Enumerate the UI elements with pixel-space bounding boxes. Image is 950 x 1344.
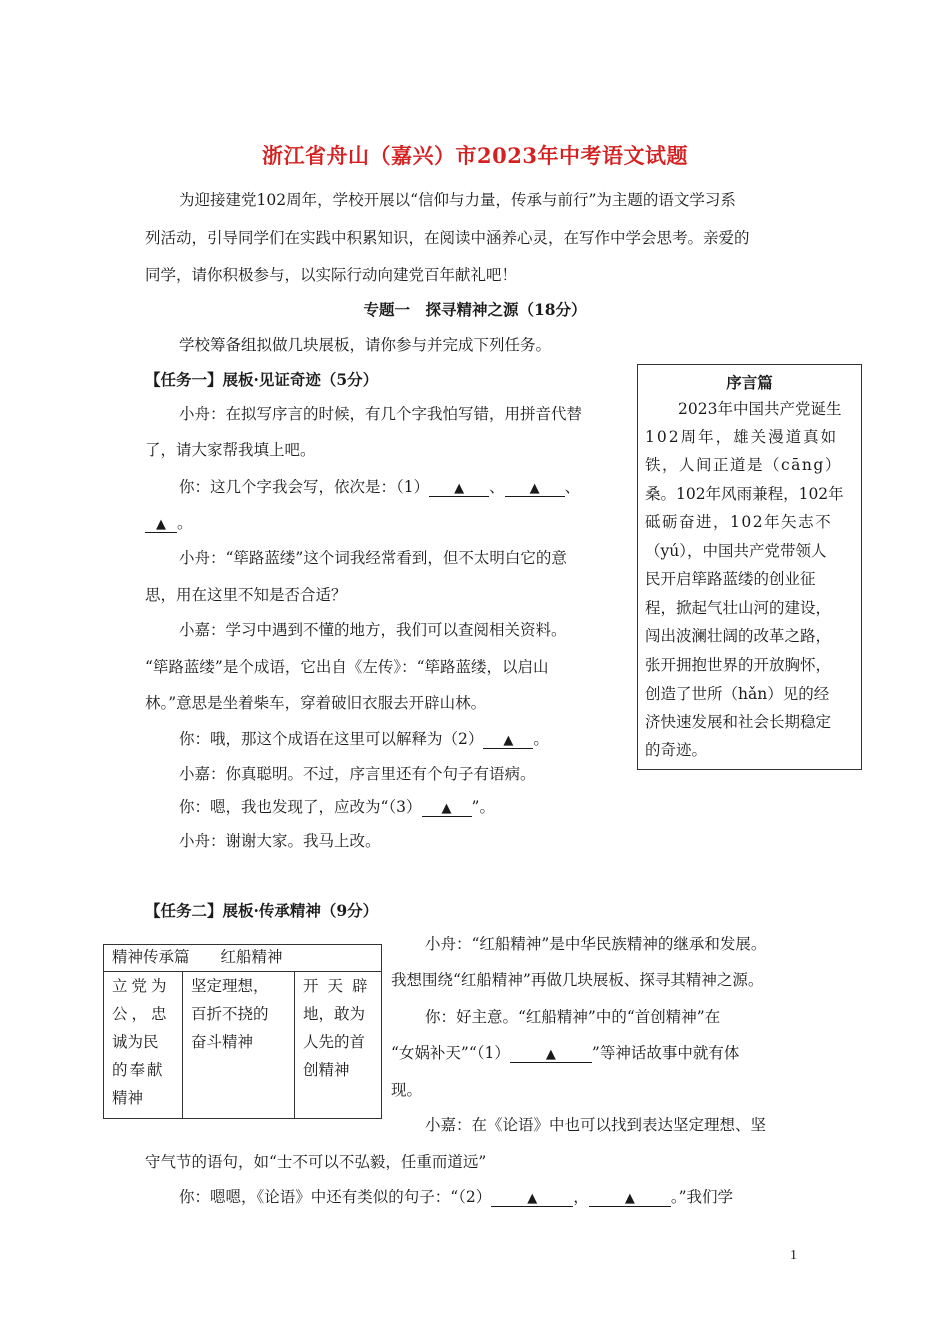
task2-dialogue-3: 你：好主意。“红船精神”中的“首创精神”在 (425, 1008, 721, 1026)
task1-dialogue-5 (179, 729, 549, 749)
task1-d2-prefix: 你：这几个字我会写，依次是：（1） (179, 478, 430, 496)
task1-sep-1: 、 (489, 478, 505, 496)
intro-line-1: 为迎接建党102周年，学校开展以“信仰与力量，传承与前行”为主题的语文学习系 (179, 191, 736, 209)
task1-d5-prefix: 你：哦，那这个成语在这里可以解释为（2） (179, 730, 484, 748)
triangle-icon: ▲ (527, 1191, 538, 1206)
task1-dialogue-4c: 林。”意思是坐着柴车，穿着破旧衣服去开辟山林。 (145, 694, 487, 712)
task2-dialogue-6: 小嘉：在《论语》中也可以找到表达坚定理想、坚 (425, 1116, 767, 1134)
answer-blank-1-2[interactable] (505, 479, 565, 497)
answer-blank-2-1[interactable] (510, 1045, 592, 1063)
spirit-cell-2 (183, 972, 295, 1119)
page-title: 浙江省舟山（嘉兴）市2023年中考语文试题 (262, 143, 688, 168)
spirit-cell-1 (104, 972, 183, 1119)
task1-d7-prefix: 你：嗯，我也发现了，应改为“（3） (179, 798, 422, 816)
preface-line: 2023年中国共产党诞生 (678, 400, 842, 418)
cell-text: 人先的首 (303, 1033, 366, 1051)
triangle-icon: ▲ (624, 1191, 635, 1206)
task2-dialogue-4 (391, 1043, 739, 1063)
answer-blank-2-3[interactable] (589, 1189, 671, 1207)
task1-dialogue-1a: 小舟：在拟写序言的时候，有几个字我怕写错，用拼音代替 (179, 405, 583, 423)
task1-dialogue-2b (145, 513, 193, 533)
task1-dialogue-6: 小嘉：你真聪明。不过，序言里还有个句子有语病。 (179, 765, 536, 783)
preface-line: 济快速发展和社会长期稳定 (645, 713, 832, 731)
triangle-icon: ▲ (529, 481, 540, 496)
cell-text: 开天辟 (303, 977, 377, 995)
preface-line: 102周年，雄关漫道真如 (645, 428, 839, 446)
answer-blank-1-4[interactable] (483, 731, 533, 749)
task2-r8-suffix: 。”我们学 (670, 1188, 733, 1206)
spirit-cell-3 (295, 972, 382, 1119)
preface-line: 铁，人间正道是（cāng） (645, 456, 842, 474)
task2-dialogue-2: 我想围绕“红船精神”再做几块展板、探寻其精神之源。 (391, 971, 764, 989)
spirit-table (103, 944, 382, 1119)
preface-box (637, 364, 862, 770)
triangle-icon: ▲ (503, 733, 514, 748)
cell-text: 坚定理想， (191, 977, 269, 995)
preface-line: 创造了世所（hǎn）见的经 (645, 685, 830, 703)
answer-blank-1-5[interactable] (422, 799, 472, 817)
task1-dialogue-4a: 小嘉：学习中遇到不懂的地方，我们可以查阅相关资料。 (179, 621, 567, 639)
task1-d5-suffix: 。 (533, 730, 549, 748)
preface-line: 闯出波澜壮阔的改革之路， (645, 627, 832, 645)
task1-heading: 【任务一】展板·见证奇迹（5分） (145, 370, 379, 389)
preface-line: 张开拥抱世界的开放胸怀， (645, 656, 832, 674)
task2-r4-suffix: ”等神话故事中就有体 (591, 1044, 740, 1062)
task1-dialogue-3b: 思，用在这里不知是否合适？ (145, 586, 347, 604)
cell-text: 立党为 (112, 977, 171, 995)
triangle-icon: ▲ (156, 517, 166, 532)
triangle-icon: ▲ (454, 481, 465, 496)
section1-heading: 专题一 探寻精神之源（18分） (363, 300, 587, 319)
preface-line: 民开启筚路蓝缕的创业征 (645, 570, 816, 588)
cell-text: 公，忠 (112, 1005, 171, 1023)
cell-text: 创精神 (303, 1061, 350, 1079)
preface-line: 桑。102年风雨兼程，102年 (645, 485, 844, 503)
preface-line: 程，掀起气壮山河的建设， (645, 599, 832, 617)
task2-r8-prefix: 你：嗯嗯，《论语》中还有类似的句子：“（2） (179, 1188, 492, 1206)
task2-dialogue-5: 现。 (391, 1081, 423, 1099)
answer-blank-1-3[interactable] (145, 515, 177, 533)
task1-sep-2: 、 (564, 478, 581, 496)
cell-text: 的奉献 (112, 1061, 165, 1079)
preface-line: 砥砺奋进，102年矢志不 (645, 513, 833, 531)
preface-line: （yú），中国共产党带领人 (645, 542, 827, 560)
intro-line-3: 同学，请你积极参与，以实际行动向建党百年献礼吧！ (145, 266, 518, 284)
triangle-icon: ▲ (441, 801, 452, 816)
task2-dialogue-8 (179, 1187, 733, 1207)
cell-text: 诚为民 (112, 1033, 159, 1051)
answer-blank-2-2[interactable] (491, 1189, 573, 1207)
intro-line-2: 列活动，引导同学们在实践中积累知识，在阅读中涵养心灵，在写作中学会思考。亲爱的 (145, 229, 750, 247)
page-number: 1 (790, 1248, 797, 1263)
cell-text: 百折不挠的 (191, 1005, 269, 1023)
task1-dialogue-2 (179, 477, 580, 497)
task1-dialogue-7 (179, 797, 495, 817)
answer-blank-1-1[interactable] (429, 479, 489, 497)
task1-dialogue-3a: 小舟：“筚路蓝缕”这个词我经常看到，但不太明白它的意 (179, 549, 567, 567)
task2-r8-mid: ， (573, 1188, 589, 1206)
task2-dialogue-1: 小舟：“红船精神”是中华民族精神的继承和发展。 (425, 935, 767, 953)
task1-dialogue-4b: “筚路蓝缕”是个成语，它出自《左传》：“筚路蓝缕，以启山 (145, 658, 549, 676)
preface-line: 的奇迹。 (645, 741, 708, 759)
section1-lead: 学校筹备组拟做几块展板，请你参与并完成下列任务。 (179, 336, 552, 354)
cell-text: 地，敢为 (303, 1005, 366, 1023)
task1-d7-suffix: ”。 (471, 798, 495, 816)
preface-heading: 序言篇 (726, 373, 773, 392)
task2-dialogue-7: 守气节的语句，如“士不可以不弘毅，任重而道远” (145, 1153, 487, 1171)
task1-end-dot: 。 (177, 514, 193, 532)
task1-dialogue-8: 小舟：谢谢大家。我马上改。 (179, 832, 381, 850)
task1-dialogue-1b: 了，请大家帮我填上吧。 (145, 441, 316, 459)
task2-r4-prefix: “女娲补天”“（1） (391, 1044, 510, 1062)
task2-heading: 【任务二】展板·传承精神（9分） (145, 901, 379, 920)
cell-text: 精神 (112, 1089, 144, 1107)
spirit-table-header: 精神传承篇 红船精神 (104, 945, 382, 972)
triangle-icon: ▲ (545, 1047, 556, 1062)
cell-text: 奋斗精神 (191, 1033, 254, 1051)
